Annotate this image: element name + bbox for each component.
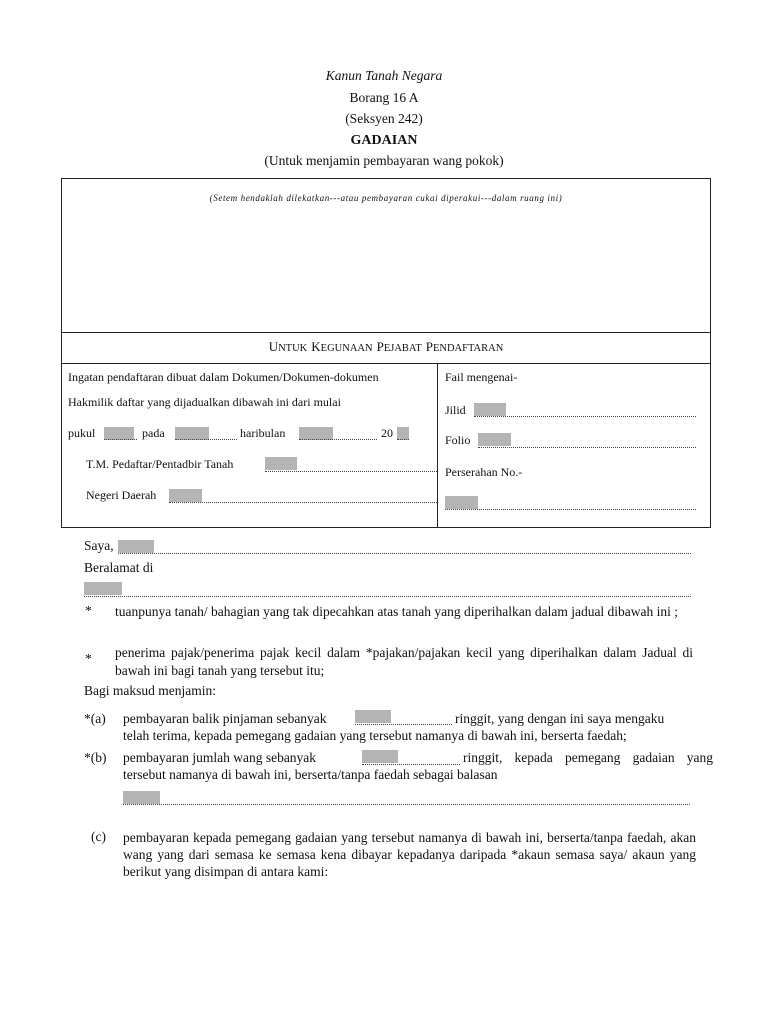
field-consideration[interactable] — [123, 804, 690, 805]
registration-note-line2: Hakmilik daftar yang dijadualkan dibawah ini dari mulai — [68, 395, 341, 409]
field-perserahan[interactable] — [445, 509, 696, 510]
redaction-loan-amount — [355, 710, 391, 723]
label-beralamat: Beralamat di — [84, 560, 154, 575]
redaction-address — [84, 582, 122, 595]
box-divider-vertical — [437, 363, 438, 528]
field-sum-amount[interactable] — [362, 764, 460, 765]
clause-b-label: *(b) — [84, 750, 107, 765]
option-lessee: penerima pajak/penerima pajak kecil dalam *pajakan/pajakan kecil yang diperihalkan dalam Jadual di bawah ini bagi tanah yang tersebut itu; — [115, 645, 693, 678]
clause-a-text-start: pembayaran balik pinjaman sebanyak — [123, 711, 327, 726]
redaction-sum-amount — [362, 750, 398, 763]
document-subtitle: (Untuk menjamin pembayaran wang pokok) — [264, 153, 504, 168]
registry-heading: UNTUK KEGUNAAN PEJABAT PENDAFTARAN — [268, 339, 504, 354]
field-address[interactable] — [84, 596, 691, 597]
label-saya: Saya, — [84, 538, 114, 553]
label-state: Negeri Daerah — [86, 488, 157, 502]
redaction-registrar — [265, 457, 297, 470]
clause-c-text: pembayaran kepada pemegang gadaian yang tersebut namanya di bawah ini, berserta/tanpa faedah, akan wang yang dari semasa ke semasa kena dibayar kepadanya daripada *akaun semasa saya/ akaun yang berikut yang disimpan di antara kami: — [123, 830, 696, 879]
label-pada: pada — [142, 426, 165, 440]
act-title: Kanun Tanah Negara — [325, 68, 443, 83]
label-haribulan: haribulan — [240, 426, 286, 440]
box-divider-horizontal-2 — [61, 363, 711, 364]
clause-a-text-end: ringgit, yang dengan ini saya mengaku — [455, 711, 665, 726]
option-star-2: * — [85, 651, 92, 666]
clause-b-text-start: pembayaran jumlah wang sebanyak — [123, 750, 317, 765]
field-year[interactable] — [397, 439, 409, 440]
clause-c-label: (c) — [91, 829, 106, 844]
label-perserahan: Perserahan No.- — [445, 465, 523, 479]
clause-b-text-end: ringgit, kepada pemegang gadaian yang — [463, 750, 713, 765]
field-pukul[interactable] — [104, 439, 137, 440]
document-title: GADAIAN — [350, 133, 418, 148]
redaction-jilid — [474, 403, 506, 416]
box-divider-horizontal-1 — [61, 332, 711, 333]
label-folio: Folio — [445, 433, 471, 447]
stamp-note: (Setem hendaklah dilekatkan---atau pembayaran cukai diperakui---dalam ruang ini) — [209, 193, 563, 203]
label-registrar: T.M. Pedaftar/Pentadbir Tanah — [86, 457, 234, 471]
option-landowner: tuanpunya tanah/ bahagian yang tak dipecahkan atas tanah yang diperihalkan dalam jadual dibawah ini ; — [115, 604, 679, 619]
redaction-consideration — [123, 791, 160, 804]
field-haribulan[interactable] — [299, 439, 377, 440]
field-state[interactable] — [169, 502, 437, 503]
label-file: Fail mengenai- — [445, 370, 518, 384]
clause-a-text-line2: telah terima, kepada pemegang gadaian yang tersebut namanya di bawah ini, berserta faedah; — [123, 728, 627, 743]
field-saya[interactable] — [118, 553, 691, 554]
field-registrar[interactable] — [265, 471, 437, 472]
field-loan-amount[interactable] — [355, 724, 452, 725]
clause-b-text-line2: tersebut namanya di bawah ini, berserta/tanpa faedah sebagai balasan — [123, 767, 498, 782]
redaction-state — [169, 489, 202, 502]
label-year: 20 — [381, 426, 393, 440]
field-pada[interactable] — [175, 439, 237, 440]
clause-a-label: *(a) — [84, 711, 106, 726]
option-star-1: * — [85, 603, 92, 618]
registration-note-line1: Ingatan pendaftaran dibuat dalam Dokumen/Dokumen-dokumen — [68, 370, 379, 384]
purpose-heading: Bagi maksud menjamin: — [84, 683, 216, 698]
form-number: Borang 16 A — [349, 90, 419, 105]
redaction-saya — [118, 540, 154, 553]
section-number: (Seksyen 242) — [345, 111, 423, 126]
redaction-folio — [478, 433, 511, 446]
label-pukul: pukul — [68, 426, 96, 440]
field-jilid[interactable] — [474, 416, 696, 417]
redaction-perserahan — [445, 496, 478, 509]
label-jilid: Jilid — [445, 403, 466, 417]
field-folio[interactable] — [478, 447, 696, 448]
